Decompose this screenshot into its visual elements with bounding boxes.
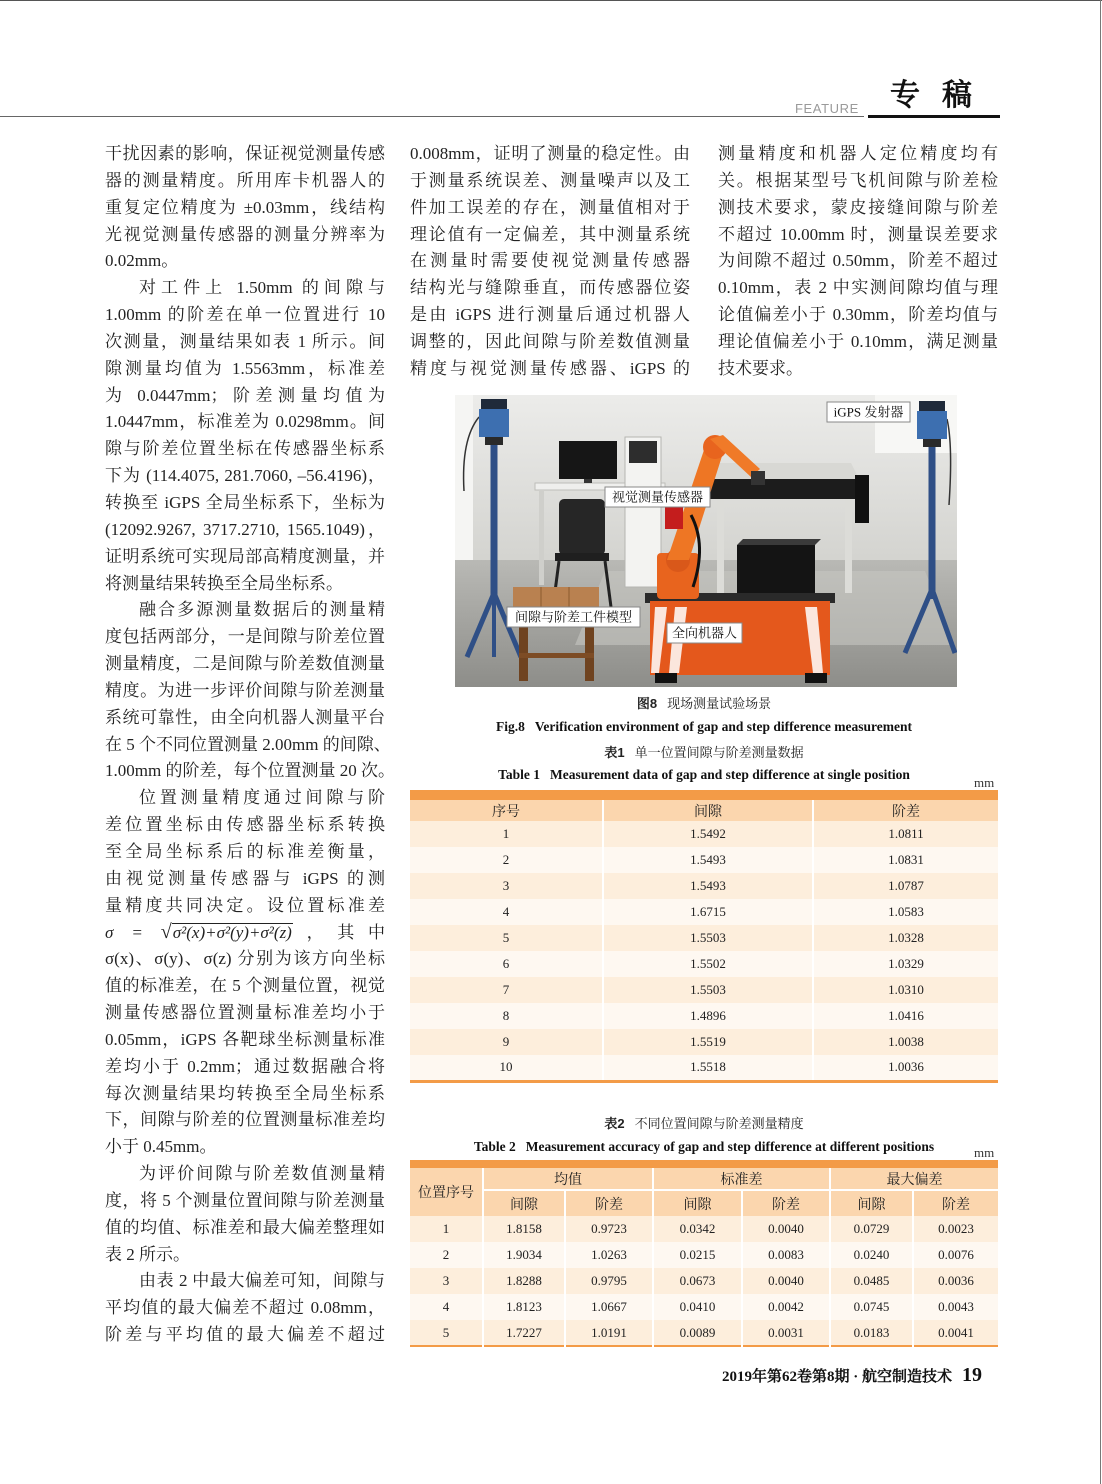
- body-line: 对工件上 1.50mm 的间隙与: [139, 278, 385, 298]
- table1-cell-gap: 1.5519: [603, 1029, 813, 1055]
- formula-line: [105, 919, 385, 946]
- table2-header-mean: 均值: [483, 1164, 653, 1190]
- text-column-2: [410, 141, 690, 383]
- body-line: 不超过 10.00mm 时，测量误差要求: [718, 224, 998, 244]
- body-line: 论值偏差小于 0.30mm，阶差均值与: [718, 305, 998, 325]
- label-igps-transmitter: [827, 402, 910, 422]
- body-line: 器的测量精度。所用库卡机器人的: [105, 170, 385, 190]
- table1-cell-index: 4: [410, 899, 603, 925]
- page-frame-top: [0, 0, 1102, 1]
- body-line: 阶差与平均值的最大偏差不超过: [105, 1325, 385, 1345]
- body-line: 精度与视觉测量传感器、iGPS 的: [410, 358, 690, 378]
- body-line: 调整的，因此间隙与阶差数值测量: [410, 331, 690, 351]
- body-line: 测量传感器位置测量标准差均小于: [105, 1003, 385, 1022]
- table2-number-en: Table 2: [473, 1139, 516, 1154]
- formula-tail: ，其中: [292, 923, 385, 943]
- table1-header-step: 阶差: [813, 795, 998, 821]
- table1-cell-step: 1.0416: [813, 1003, 998, 1029]
- table1-cell-index: 10: [410, 1055, 603, 1081]
- table2-cell-position: 2: [410, 1242, 483, 1268]
- table1-number-en: Table 1: [498, 767, 541, 782]
- figure-caption-cn: [410, 695, 998, 713]
- body-line: 0.008mm，证明了测量的稳定性。由: [410, 144, 690, 163]
- table2-title-en: Measurement accuracy of gap and step difference at different positions: [525, 1139, 935, 1154]
- table1-cell-step: 1.0583: [813, 899, 998, 925]
- table1-header-gap: 间隙: [603, 795, 813, 821]
- figure-title-en: Verification environment of gap and step difference measurement: [534, 719, 912, 734]
- body-line: 系统可靠性，由全向机器人测量平台: [105, 707, 385, 727]
- body-line: 平均值的最大偏差不超过 0.08mm，: [105, 1298, 385, 1318]
- body-line: 由表 2 中最大偏差可知，间隙与: [139, 1271, 385, 1291]
- table1-cell-gap: 1.5503: [603, 925, 813, 951]
- table2-cell-std-step: 0.0042: [742, 1294, 830, 1320]
- table1-row: [410, 925, 998, 951]
- table1-cell-gap: 1.5503: [603, 977, 813, 1003]
- body-line: 技术要求。: [718, 358, 803, 378]
- body-line: 表 2 所示。: [105, 1244, 190, 1264]
- body-line: 次测量，测量结果如表 1 所示。间: [105, 331, 385, 351]
- table2-header-row-groups: [410, 1164, 998, 1190]
- table1-row: [410, 873, 998, 899]
- body-line: 位置测量精度通过间隙与阶: [139, 788, 385, 808]
- table2-subheader-step: 阶差: [913, 1190, 998, 1216]
- body-line: 光视觉测量传感器的测量分辨率为: [105, 224, 385, 244]
- table1-cell-step: 1.0310: [813, 977, 998, 1003]
- journal-issue: 2019年第62卷第8期 · 航空制造技术: [721, 1369, 952, 1385]
- table1-cell-index: 1: [410, 821, 603, 847]
- body-line: σ(x)、σ(y)、σ(z) 分别为该方向坐标: [105, 949, 385, 969]
- body-line: 1.00mm 的阶差在单一位置进行 10: [105, 305, 385, 325]
- body-line: 0.10mm，表 2 中实测间隙均值与理: [718, 278, 998, 298]
- text-column-3: [718, 141, 998, 383]
- header-rule-thick: [868, 115, 1000, 118]
- table2-cell-maxdev-step: 0.0023: [913, 1216, 998, 1242]
- table2-subheader-gap: 间隙: [653, 1190, 742, 1216]
- table1-cell-index: 7: [410, 977, 603, 1003]
- body-line: 证明系统可实现局部高精度测量，并: [105, 546, 385, 566]
- figure-number-en: Fig.8: [496, 719, 525, 734]
- table1-row: [410, 899, 998, 925]
- body-line: 为 0.0447mm；阶差测量均值为: [105, 385, 385, 405]
- site-photo: [455, 395, 957, 687]
- table1-header-row: [410, 795, 998, 821]
- table2-subheader-step: 阶差: [565, 1190, 653, 1216]
- table1-cell-index: 9: [410, 1029, 603, 1055]
- body-line: 件加工误差的存在，测量值相对于: [410, 197, 690, 217]
- table2-cell-mean-step: 0.9795: [565, 1268, 653, 1294]
- table2-cell-maxdev-gap: 0.0729: [830, 1216, 913, 1242]
- controller-box: [737, 539, 821, 597]
- table2-subheader-step: 阶差: [742, 1190, 830, 1216]
- table1-caption-cn: [410, 744, 998, 762]
- body-line: 理论值有一定偏差，其中测量系统: [410, 224, 690, 244]
- table2-cell-position: 3: [410, 1268, 483, 1294]
- body-line: 在 5 个不同位置测量 2.00mm 的间隙、: [105, 734, 391, 754]
- table2-caption-en: [410, 1138, 998, 1156]
- table1-row: [410, 1003, 998, 1029]
- table2-cell-maxdev-gap: 0.0485: [830, 1268, 913, 1294]
- table2-cell-maxdev-step: 0.0043: [913, 1294, 998, 1320]
- label-robot-text: 全向机器人: [671, 625, 738, 641]
- body-line: 0.05mm，iGPS 各靶球坐标测量标准: [105, 1029, 385, 1049]
- table1-cell-gap: 1.5493: [603, 873, 813, 899]
- table2-cell-position: 5: [410, 1320, 483, 1346]
- table2-row: [410, 1216, 998, 1242]
- table2-cell-maxdev-gap: 0.0745: [830, 1294, 913, 1320]
- header-rule: [0, 116, 864, 117]
- table2-cell-maxdev-step: 0.0036: [913, 1268, 998, 1294]
- formula-lhs: σ =: [105, 923, 143, 943]
- figure-8: [455, 395, 957, 687]
- body-line: 测量精度和机器人定位精度均有: [718, 144, 998, 163]
- table2-cell-std-gap: 0.0215: [653, 1242, 742, 1268]
- table2-subheader-gap: 间隙: [483, 1190, 565, 1216]
- label-igps-text: iGPS 发射器: [833, 404, 904, 420]
- body-line: 是由 iGPS 进行测量后通过机器人: [410, 305, 690, 325]
- body-line: 在测量时需要使视觉测量传感器: [410, 251, 690, 271]
- table2-cell-std-step: 0.0040: [742, 1268, 830, 1294]
- table2-number-cn: 表2: [604, 1116, 625, 1131]
- table2-cell-maxdev-gap: 0.0183: [830, 1320, 913, 1346]
- table2-cell-maxdev-step: 0.0041: [913, 1320, 998, 1346]
- table1-row: [410, 977, 998, 1003]
- body-line: 度，将 5 个测量位置间隙与阶差测量: [105, 1190, 385, 1210]
- table1-cell-gap: 1.6715: [603, 899, 813, 925]
- body-line: 量精度共同决定。设位置标准差: [105, 895, 385, 915]
- table2-cell-std-gap: 0.0410: [653, 1294, 742, 1320]
- body-line: 重复定位精度为 ±0.03mm，线结构: [105, 197, 385, 217]
- table2-body: [410, 1216, 998, 1346]
- body-line: (12092.9267, 3717.2710, 1565.1049)，: [105, 519, 385, 539]
- body-line: 1.0447mm，标准差为 0.0298mm。间: [105, 412, 385, 432]
- table1-title-cn: 单一位置间隙与阶差测量数据: [634, 745, 804, 760]
- header-section-title: 专稿: [890, 79, 994, 112]
- table1-cell-index: 8: [410, 1003, 603, 1029]
- figure-caption-en: [410, 718, 998, 736]
- table1-row: [410, 847, 998, 873]
- body-line: 融合多源测量数据后的测量精: [139, 600, 385, 620]
- table1-cell-gap: 1.5518: [603, 1055, 813, 1081]
- header-feature-label: FEATURE: [795, 101, 859, 116]
- body-line: 由视觉测量传感器与 iGPS 的测: [105, 868, 385, 888]
- body-line: 结构光与缝隙垂直，而传感器位姿: [410, 278, 690, 298]
- table1: [410, 790, 998, 1083]
- label-model-text: 间隙与阶差工件模型: [514, 609, 633, 625]
- body-line: 于测量系统误差、测量噪声以及工: [410, 170, 690, 190]
- body-line: 下，间隙与阶差的位置测量标准差均: [105, 1110, 385, 1130]
- table1-header-index: 序号: [410, 795, 603, 821]
- body-line: 度包括两部分，一是间隙与阶差位置: [105, 627, 385, 647]
- table1-cell-gap: 1.4896: [603, 1003, 813, 1029]
- label-sensor-text: 视觉测量传感器: [611, 489, 704, 505]
- table2-subheader-gap: 间隙: [830, 1190, 913, 1216]
- figure-title-cn: 现场测量试验场景: [667, 696, 772, 711]
- table2-caption-cn: [410, 1115, 998, 1133]
- table2-cell-mean-step: 1.0191: [565, 1320, 653, 1346]
- table2-cell-maxdev-step: 0.0076: [913, 1242, 998, 1268]
- radical-sign: √: [160, 921, 172, 944]
- table1-cell-step: 1.0036: [813, 1055, 998, 1081]
- body-line: 隙与阶差位置坐标在传感器坐标系: [105, 439, 385, 459]
- table2-cell-position: 1: [410, 1216, 483, 1242]
- body-line: 为间隙不超过 0.50mm，阶差不超过: [718, 251, 998, 271]
- body-line: 理论值偏差小于 0.10mm，满足测量: [718, 331, 998, 351]
- table2-cell-mean-gap: 1.9034: [483, 1242, 565, 1268]
- table1-cell-gap: 1.5502: [603, 951, 813, 977]
- body-line: 小于 0.45mm。: [105, 1137, 217, 1157]
- table1-cell-index: 5: [410, 925, 603, 951]
- table2-cell-mean-step: 1.0263: [565, 1242, 653, 1268]
- body-line: 转换至 iGPS 全局坐标系下，坐标为: [105, 492, 385, 512]
- table2-cell-mean-step: 1.0667: [565, 1294, 653, 1320]
- table2-cell-std-step: 0.0031: [742, 1320, 830, 1346]
- table1-row: [410, 951, 998, 977]
- body-line: 测技术要求，蒙皮接缝间隙与阶差: [718, 197, 998, 217]
- table2-cell-mean-gap: 1.7227: [483, 1320, 565, 1346]
- table1-cell-index: 3: [410, 873, 603, 899]
- body-line: 关。根据某型号飞机间隙与阶差检: [718, 170, 998, 190]
- table2-cell-mean-gap: 1.8158: [483, 1216, 565, 1242]
- table1-cell-step: 1.0787: [813, 873, 998, 899]
- body-line: 精度。为进一步评价间隙与阶差测量: [105, 680, 385, 700]
- body-line: 差位置坐标由传感器坐标系转换: [105, 815, 385, 835]
- table1-cell-step: 1.0831: [813, 847, 998, 873]
- page-frame-right: [1100, 0, 1101, 1484]
- text-column-1: [105, 141, 395, 1349]
- table1-cell-step: 1.0329: [813, 951, 998, 977]
- figure-number-cn: 图8: [636, 696, 658, 711]
- body-line: 差均小于 0.2mm；通过数据融合将: [105, 1056, 385, 1076]
- page-footer: [660, 1364, 982, 1387]
- body-line: 下为 (114.4075, 281.7060, –56.4196)，: [105, 466, 385, 486]
- table1-row: [410, 1029, 998, 1055]
- table2-header-std: 标准差: [653, 1164, 830, 1190]
- table1-cell-gap: 1.5493: [603, 847, 813, 873]
- body-line: 值的标准差，在 5 个测量位置，视觉: [105, 976, 385, 996]
- table2-header-position: 位置序号: [410, 1164, 483, 1216]
- table2-cell-std-gap: 0.0673: [653, 1268, 742, 1294]
- body-line: 至全局坐标系后的标准差衡量，: [105, 841, 385, 861]
- table1-row: [410, 821, 998, 847]
- label-workpiece-model: [507, 607, 640, 627]
- body-line: 干扰因素的影响，保证视觉测量传感: [105, 144, 385, 163]
- table2-cell-position: 4: [410, 1294, 483, 1320]
- table2-cell-std-step: 0.0040: [742, 1216, 830, 1242]
- label-vision-sensor: [605, 487, 710, 507]
- formula-radicand: σ²(x)+σ²(y)+σ²(z): [172, 923, 292, 943]
- table2-row: [410, 1242, 998, 1268]
- table1-row: [410, 1055, 998, 1081]
- table2-cell-std-gap: 0.0342: [653, 1216, 742, 1242]
- table2-unit: mm: [974, 1145, 995, 1160]
- table2-cell-maxdev-gap: 0.0240: [830, 1242, 913, 1268]
- table2: [410, 1160, 998, 1347]
- table2-cell-std-step: 0.0083: [742, 1242, 830, 1268]
- body-line: 每次测量结果均转换至全局坐标系: [105, 1083, 385, 1103]
- table2-cell-std-gap: 0.0089: [653, 1320, 742, 1346]
- table1-body: [410, 821, 998, 1081]
- table1-cell-gap: 1.5492: [603, 821, 813, 847]
- body-line: 测量精度，二是间隙与阶差数值测量: [105, 654, 385, 674]
- body-line: 0.02mm。: [105, 251, 179, 271]
- table1-cell-index: 6: [410, 951, 603, 977]
- table2-cell-mean-step: 0.9723: [565, 1216, 653, 1242]
- table2-header-maxdev: 最大偏差: [830, 1164, 998, 1190]
- table1-cell-step: 1.0038: [813, 1029, 998, 1055]
- table2-cell-mean-gap: 1.8123: [483, 1294, 565, 1320]
- table1-caption-en: [410, 766, 998, 784]
- table2-cell-mean-gap: 1.8288: [483, 1268, 565, 1294]
- table2-header-row-sub: [410, 1190, 998, 1216]
- table1-cell-index: 2: [410, 847, 603, 873]
- table1-unit: mm: [974, 775, 995, 790]
- table1-title-en: Measurement data of gap and step difference at single position: [550, 767, 910, 782]
- table1-number-cn: 表1: [604, 745, 625, 760]
- table2-row: [410, 1320, 998, 1346]
- label-omni-robot: [667, 623, 742, 643]
- body-line: 值的均值、标准差和最大偏差整理如: [105, 1217, 385, 1237]
- table2-title-cn: 不同位置间隙与阶差测量精度: [634, 1116, 804, 1131]
- table1-cell-step: 1.0811: [813, 821, 998, 847]
- body-line: 1.00mm 的阶差，每个位置测量 20 次。: [105, 761, 395, 781]
- body-line: 隙测量均值为 1.5563mm，标准差: [105, 358, 385, 378]
- table1-cell-step: 1.0328: [813, 925, 998, 951]
- body-line: 为评价间隙与阶差数值测量精: [139, 1164, 385, 1184]
- table2-row: [410, 1294, 998, 1320]
- table2-row: [410, 1268, 998, 1294]
- body-line: 将测量结果转换至全局坐标系。: [105, 573, 343, 593]
- page-number: 19: [962, 1364, 982, 1386]
